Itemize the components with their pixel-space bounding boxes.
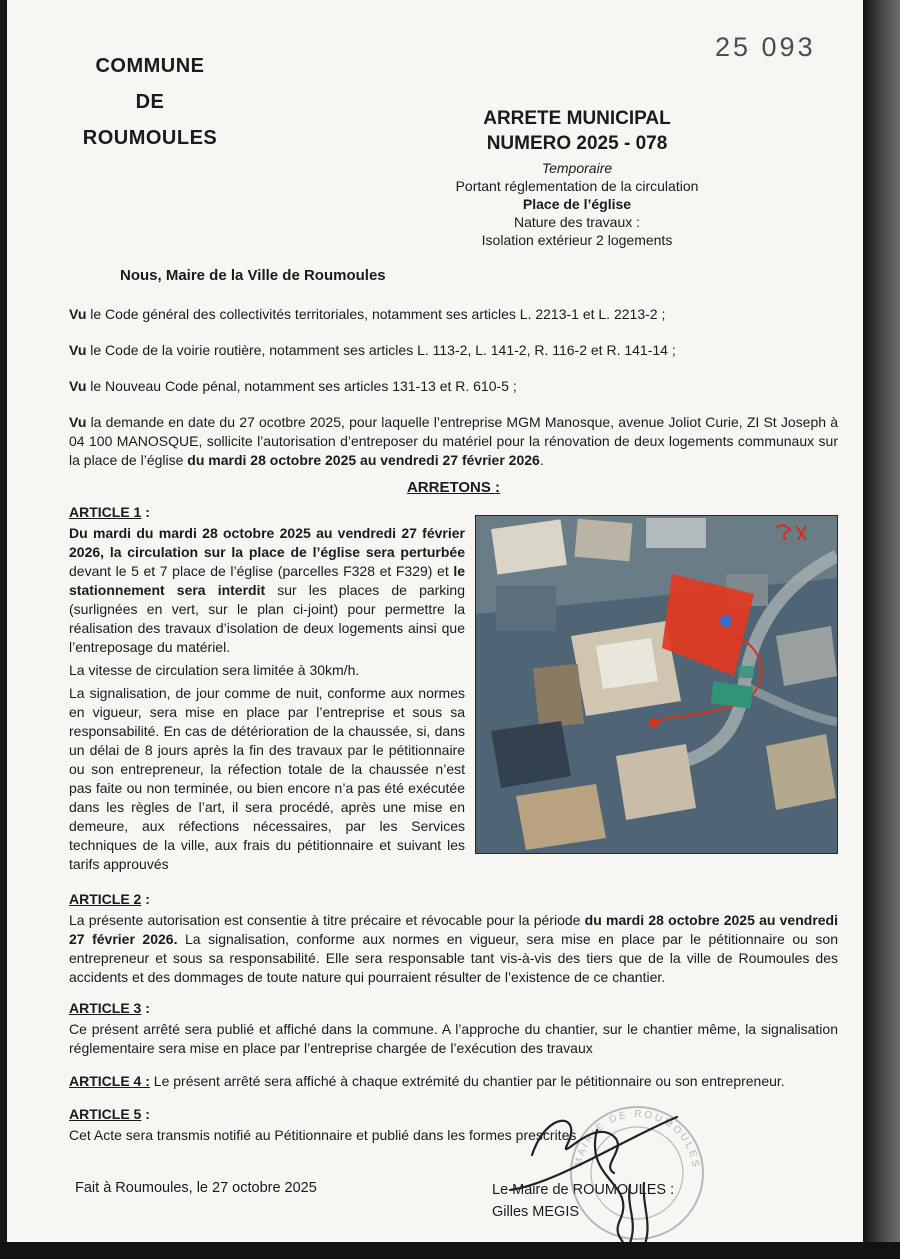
vu-text: le Code de la voirie routière, notamment ses articles L. 113-2, L. 141-2, R. 116-2 et R. 141-14 ; <box>86 342 676 358</box>
article-2-section <box>69 890 838 987</box>
article-5-section <box>69 1105 838 1145</box>
commune-line-3: ROUMOULES <box>82 127 218 149</box>
article-3-section <box>69 999 838 1058</box>
scan-edge-left <box>0 0 7 1259</box>
map-route-endpoint <box>649 718 659 728</box>
mayor-name: Gilles MEGIS <box>492 1204 580 1220</box>
scan-edge-bottom <box>0 1242 900 1259</box>
request-period: du mardi 28 octobre 2025 au vendredi 27 février 2026 <box>187 452 540 468</box>
commune-line-2: DE <box>135 91 165 113</box>
article-5-heading: ARTICLE 5 : <box>69 1106 150 1122</box>
article-1-paragraph-2: La vitesse de circulation sera limitée à 30km/h. <box>69 662 360 678</box>
decree-subject: Portant réglementation de la circulation <box>455 178 699 194</box>
vu-prefix: Vu <box>69 306 87 322</box>
vu-prefix: Vu <box>69 342 87 358</box>
article-4-section <box>69 1072 838 1091</box>
vu-prefix: Vu <box>69 378 87 394</box>
article-1-paragraph-3: La signalisation, de jour comme de nuit, conforme aux normes en vigueur, sera mise en place par l’entreprise et sous sa responsabilité. En cas de détérioration de la chaussée, si, dans un délai de 8 jours après la fin des travaux par le pétitionnaire ou son entrepreneur, la réfection totale de la chaussée n’est pas faite ou non terminée, ou bien encore n’a pas été exécutée dans les règles de l’art, il sera procédé, après une mise en demeure, aux réfections nécessaires, par les Services techniques de la ville, aux frais du pétitionnaire et suivant les tarifs approuvés <box>69 685 465 872</box>
decree-title-block <box>327 106 827 249</box>
vu-prefix: Vu <box>69 414 87 430</box>
commune-line-1: COMMUNE <box>95 55 205 77</box>
mayor-title: Le Maire de ROUMOULES : <box>492 1182 675 1198</box>
article-2-heading: ARTICLE 2 : <box>69 891 150 907</box>
decree-works-nature: Isolation extérieur 2 logements <box>481 232 673 248</box>
consideration-paragraph <box>69 305 838 324</box>
document-body <box>69 256 838 1223</box>
mayor-signature-block <box>492 1179 838 1223</box>
request-text-end: . <box>539 452 544 468</box>
article-4-heading: ARTICLE 4 : <box>69 1073 150 1089</box>
article-3-heading: ARTICLE 3 : <box>69 1000 150 1016</box>
site-map-image <box>475 515 838 854</box>
place-and-date: Fait à Roumoules, le 27 octobre 2025 <box>75 1180 317 1196</box>
article-2-paragraph: La présente autorisation est consentie à titre précaire et révocable pour la période du mardi 28 octobre 2025 au vendredi 27 février 2026. La signalisation, conforme aux normes en vigueur, sera mise en place par le pétitionnaire ou son entrepreneur et sous sa responsabilité. Elle sera responsable tant vis-à-vis des tiers que de la ville de Roumoules des accidents et des dommages de toute nature qui pourraient résulter de l’existence de ce chantier. <box>69 912 838 985</box>
vu-text: le Nouveau Code pénal, notamment ses articles 131-13 et R. 610-5 ; <box>86 378 517 394</box>
vu-text: le Code général des collectivités territoriales, notamment ses articles L. 2213-1 et L. 2213-2 ; <box>86 306 666 322</box>
stamp-text: MAIRIE DE ROUMOULES <box>573 1108 701 1170</box>
article-1-paragraph-1: Du mardi du mardi 28 octobre 2025 au vendredi 27 février 2026, la circulation sur la place de l’église sera perturbée devant le 5 et 7 place de l’église (parcelles F328 et F329) et le stationnement sera interdit sur les places de parking (surlignées en vert, sur le plan ci-joint) pour permettre la réalisation des travaux d’isolation de deux logements ainsi que l’entreposage du matériel. <box>69 525 465 655</box>
closing-block <box>69 1179 838 1223</box>
consideration-paragraph <box>69 341 838 360</box>
article-1-heading: ARTICLE 1 : <box>69 504 150 520</box>
scan-edge-right <box>863 0 900 1259</box>
decree-temporary-label: Temporaire <box>541 160 613 176</box>
arretons-heading: ARRETONS : <box>406 479 501 496</box>
map-blue-marker <box>720 615 732 627</box>
article-4-text: Le présent arrêté sera affiché à chaque extrémité du chantier par le pétitionnaire ou son entrepreneur. <box>149 1073 785 1089</box>
article-1-section <box>69 503 838 878</box>
request-text: la demande en date du 27 ocotbre 2025, pour laquelle l’entreprise MGM Manosque, avenue Joliot Curie, ZI St Joseph à 04 100 MANOSQUE, sollicite l’autorisation d’entreposer du matériel pour la rénovation de deux logements communaux sur la place de l’église <box>69 414 838 468</box>
article-1-text-column <box>69 503 465 878</box>
article-5-paragraph: Cet Acte sera transmis notifié au Pétitionnaire et publié dans les formes prescrites <box>69 1127 577 1143</box>
scan-reference-number: 25 093 <box>715 32 816 62</box>
decree-works-label: Nature des travaux : <box>513 214 641 230</box>
decree-location: Place de l’église <box>522 196 632 212</box>
article-3-paragraph: Ce présent arrêté sera publié et affiché dans la commune. A l’approche du chantier, sur le chantier même, la signalisation réglementaire sera mise en place par l’entreprise chargée de l’exécution des travaux <box>69 1021 838 1056</box>
decree-number: NUMERO 2025 - 078 <box>486 133 668 154</box>
document-page <box>7 0 863 1242</box>
salutation: Nous, Maire de la Ville de Roumoules <box>120 267 386 284</box>
commune-letterhead <box>65 48 235 156</box>
consideration-paragraph <box>69 377 838 396</box>
aerial-photo <box>476 516 837 853</box>
request-paragraph <box>69 413 838 470</box>
decree-title: ARRETE MUNICIPAL <box>483 108 671 129</box>
